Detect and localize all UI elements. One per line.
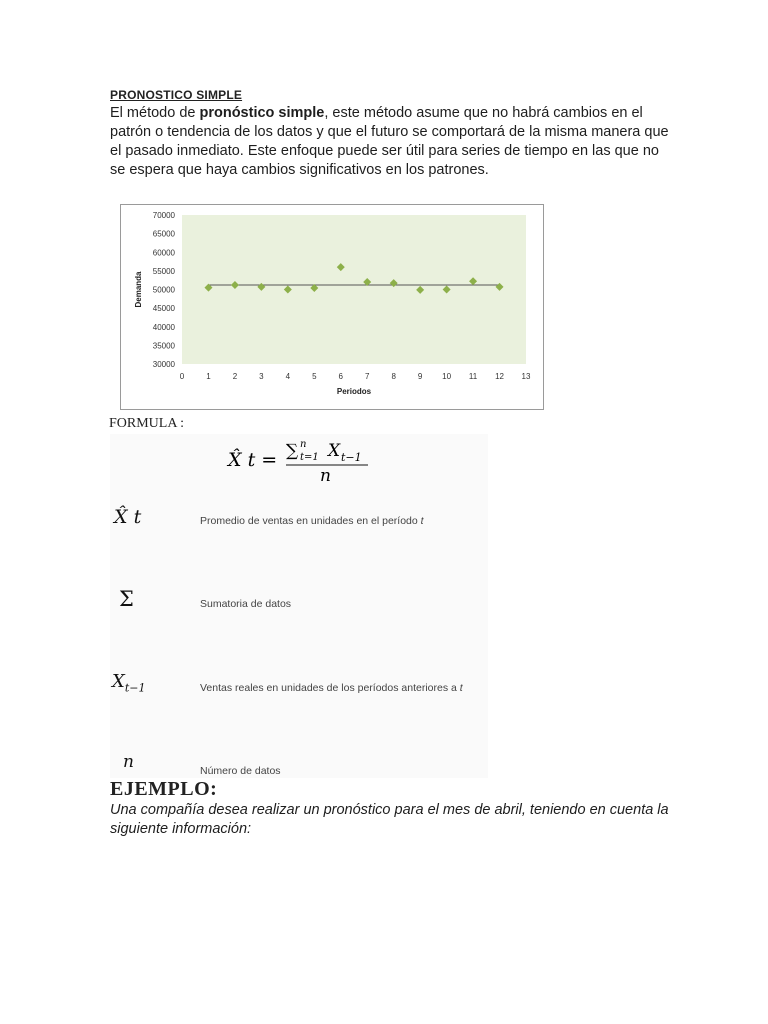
y-tick-label: 30000 bbox=[152, 360, 175, 369]
y-tick-label: 70000 bbox=[152, 211, 175, 220]
legend-symbol-xt1 bbox=[112, 671, 145, 695]
y-tick-label: 65000 bbox=[152, 229, 175, 239]
y-tick-label: 60000 bbox=[152, 248, 175, 258]
x-tick-label: 13 bbox=[521, 372, 531, 381]
legend-symbol-x: X bbox=[112, 671, 125, 692]
x-tick-label: 2 bbox=[232, 372, 238, 381]
formula-denominator: n bbox=[320, 466, 331, 484]
formula-label: FORMULA : bbox=[109, 416, 185, 431]
legend-desc-text: Ventas reales en unidades de los períodos anteriores a bbox=[200, 682, 457, 694]
legend-symbol-sigma: Σ bbox=[119, 587, 134, 611]
example-text: Una compañía desea realizar un pronóstico para el mes de abril, teniendo en cuenta la siguiente información: bbox=[110, 802, 669, 837]
plot-area bbox=[182, 215, 526, 364]
section-title: PRONOSTICO SIMPLE bbox=[110, 88, 243, 102]
y-tick-label: 50000 bbox=[152, 285, 175, 295]
legend-desc-xhat bbox=[200, 515, 424, 527]
formula-equation bbox=[226, 436, 386, 484]
x-tick-label: 11 bbox=[468, 372, 478, 381]
legend-desc-sigma: Sumatoria de datos bbox=[200, 598, 292, 610]
formula-sub: t=1 bbox=[300, 452, 319, 463]
legend-desc-xt1 bbox=[200, 682, 463, 694]
formula-lhs: X̂ t = bbox=[228, 449, 278, 471]
formula-sigma: ∑ bbox=[286, 441, 299, 461]
paragraph-pre: El método de bbox=[110, 105, 200, 121]
formula-numerator-var-sub: t−1 bbox=[341, 451, 362, 464]
x-tick-label: 8 bbox=[391, 372, 396, 381]
x-tick-label: 9 bbox=[417, 372, 423, 381]
x-tick-label: 4 bbox=[285, 372, 291, 381]
legend-desc-n: Número de datos bbox=[200, 765, 281, 777]
x-tick-label: 10 bbox=[442, 372, 452, 381]
x-tick-label: 6 bbox=[338, 372, 343, 381]
y-tick-label: 55000 bbox=[152, 266, 175, 276]
y-axis-label: Demanda bbox=[134, 271, 143, 308]
legend-symbol-xhat: X̂ t bbox=[114, 506, 142, 528]
x-tick-label: 7 bbox=[365, 372, 370, 381]
legend-desc-var: t bbox=[420, 515, 424, 527]
paragraph-post: , este método asume que no habrá cambios en el patrón o tendencia de los datos y que el futuro se comportará de la misma manera que el pasado inmediato. Este enfoque puede ser útil para series de tiempo en las que no se espera que haya cambios significativos en los patrones. bbox=[110, 105, 669, 178]
formula-panel bbox=[110, 434, 488, 778]
x-tick-label: 3 bbox=[259, 372, 264, 381]
demand-chart bbox=[120, 204, 544, 410]
formula-sup: n bbox=[300, 439, 307, 450]
y-tick-label: 40000 bbox=[152, 322, 175, 332]
x-tick-label: 1 bbox=[206, 372, 211, 381]
legend-symbol-x-sub: t−1 bbox=[124, 681, 146, 695]
legend-desc-var: t bbox=[459, 682, 463, 694]
chart-svg bbox=[121, 205, 543, 409]
example-heading: EJEMPLO: bbox=[110, 778, 218, 800]
formula-numerator-var: X bbox=[328, 441, 341, 461]
y-tick-label: 35000 bbox=[152, 341, 175, 351]
x-tick-label: 12 bbox=[495, 372, 504, 381]
intro-paragraph bbox=[110, 104, 670, 180]
x-axis-label: Periodos bbox=[336, 387, 372, 396]
legend-desc-text: Promedio de ventas en unidades en el período bbox=[200, 515, 418, 527]
x-tick-label: 5 bbox=[312, 372, 317, 381]
x-tick-label: 0 bbox=[179, 372, 185, 381]
paragraph-bold: pronóstico simple bbox=[199, 105, 325, 121]
y-tick-label: 45000 bbox=[152, 304, 175, 314]
legend-symbol-n: n bbox=[123, 752, 134, 772]
